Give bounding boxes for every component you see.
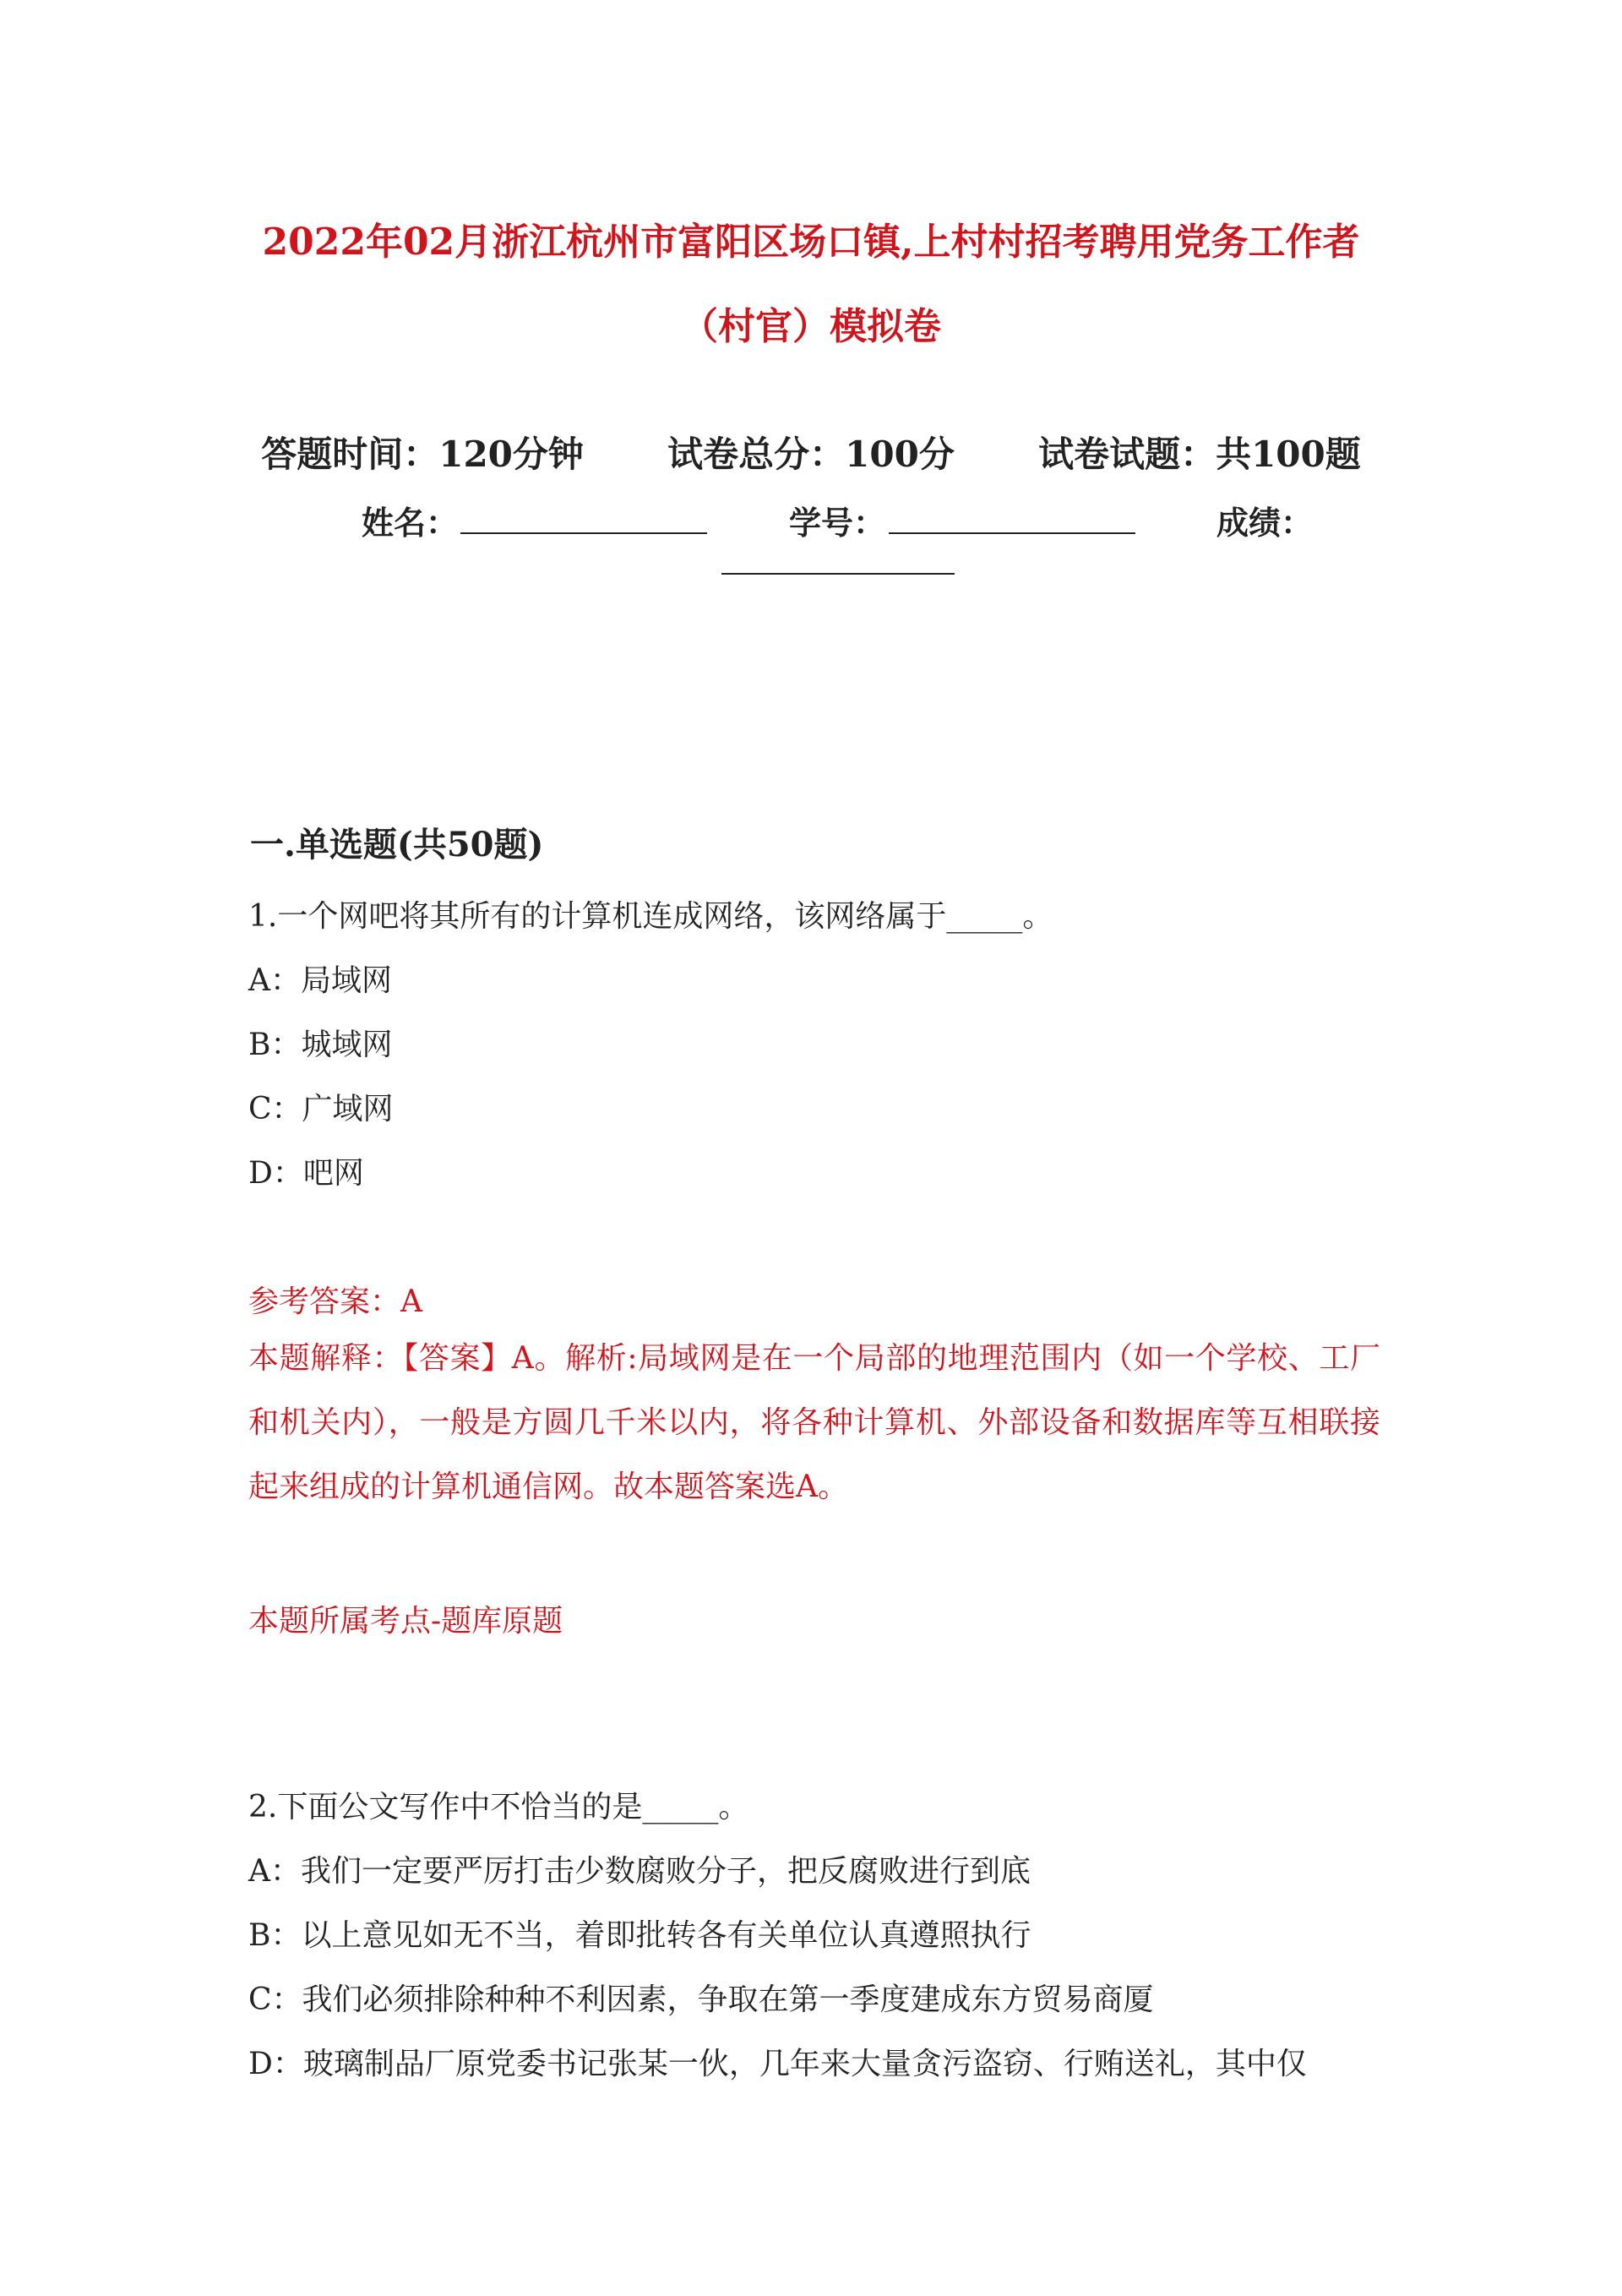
exam-time: 答题时间：120分钟 (261, 434, 584, 475)
question-1-option-d: D：吧网 (248, 1156, 364, 1191)
score-blank[interactable] (721, 573, 955, 575)
score-label: 成绩： (1216, 504, 1314, 542)
name-blank[interactable] (460, 532, 707, 534)
question-2-option-d: D：玻璃制品厂原党委书记张某一伙，几年来大量贪污盗窃、行贿送礼，其中仅 (248, 2047, 1307, 2081)
question-2-option-c: C：我们必须排除种种不利因素，争取在第一季度建成东方贸易商厦 (248, 1982, 1154, 2017)
question-1-knowledge-point: 本题所属考点-题库原题 (248, 1604, 563, 1639)
question-2-option-b: B：以上意见如无不当，着即批转各有关单位认真遵照执行 (248, 1918, 1031, 1953)
section-title: 一.单选题(共50题) (250, 825, 544, 864)
id-blank[interactable] (889, 532, 1135, 534)
exam-title-line2: （村官）模拟卷 (681, 305, 941, 348)
question-1-option-a: A：局域网 (248, 963, 392, 998)
question-1-option-b: B：城域网 (248, 1028, 393, 1062)
name-label: 姓名： (362, 504, 459, 542)
exam-title-line1: 2022年02月浙江杭州市富阳区场口镇,上村村招考聘用党务工作者 (262, 221, 1360, 264)
question-2-stem: 2.下面公文写作中不恰当的是_____。 (248, 1790, 749, 1824)
exam-total-score: 试卷总分：100分 (667, 434, 955, 475)
question-1-answer: 参考答案：A (248, 1284, 422, 1319)
exam-question-count: 试卷试题：共100题 (1038, 434, 1361, 475)
exam-meta-row (0, 427, 1622, 477)
question-2-option-a: A：我们一定要严厉打击少数腐败分子，把反腐败进行到底 (248, 1854, 1031, 1889)
id-label: 学号： (789, 504, 886, 542)
question-1-explanation: 本题解释：【答案】A。解析:局域网是在一个局部的地理范围内（如一个学校、工厂和机关内），一般是方圆几千米以内，将各种计算机、外部设备和数据库等互相联接起来组成的计算机通信网。故本题答案选A。 (248, 1341, 1380, 1504)
question-1-option-c: C：广域网 (248, 1092, 394, 1126)
question-1-stem: 1.一个网吧将其所有的计算机连成网络，该网络属于_____。 (248, 899, 1053, 934)
